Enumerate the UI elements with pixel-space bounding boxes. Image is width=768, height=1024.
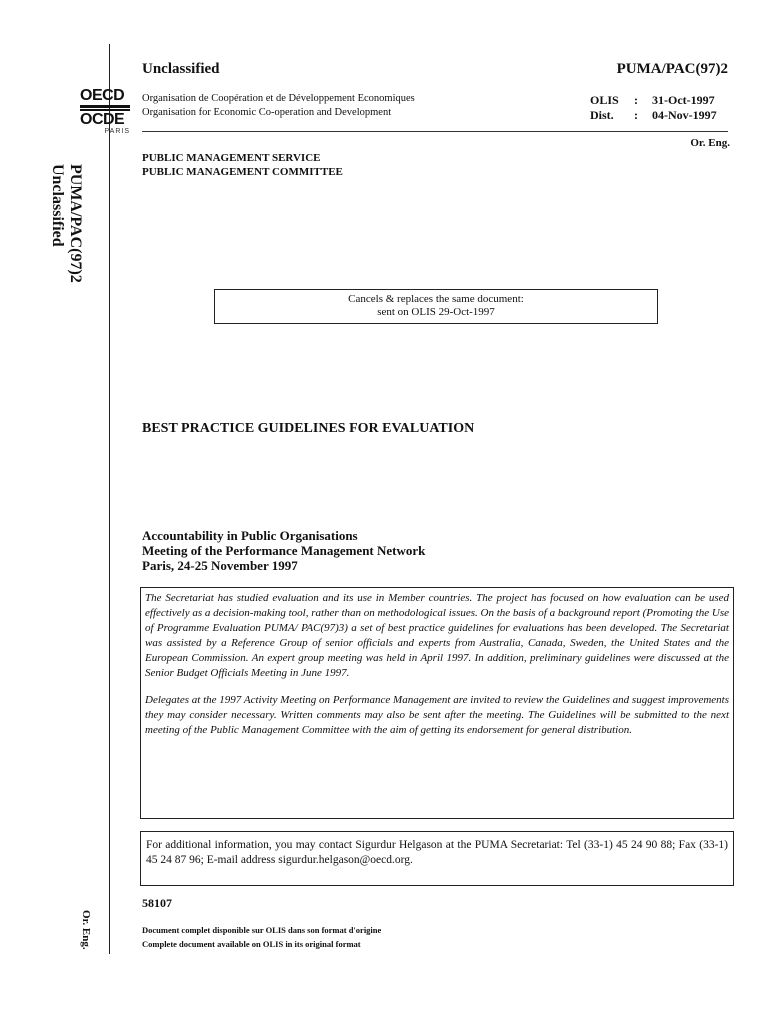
document-number: 58107 xyxy=(142,896,172,910)
doc-reference: PUMA/PAC(97)2 xyxy=(616,61,728,77)
olis-date: 31-Oct-1997 xyxy=(652,93,715,107)
dist-label: Dist. xyxy=(590,108,614,122)
header-divider xyxy=(142,131,728,132)
summary-box xyxy=(140,587,734,819)
availability-note-french: Document complet disponible sur OLIS dans son format d'origine xyxy=(142,925,382,935)
document-title: BEST PRACTICE GUIDELINES FOR EVALUATION xyxy=(142,421,475,436)
cancel-notice-line1: Cancels & replaces the same document: xyxy=(348,293,524,305)
sidebar-original-lang: Or. Eng. xyxy=(80,910,92,950)
classification-label: Unclassified xyxy=(142,61,220,77)
committee-name: PUBLIC MANAGEMENT COMMITTEE xyxy=(142,166,343,178)
org-name-french: Organisation de Coopération et de Développement Economiques xyxy=(142,93,415,104)
logo-oecd-text: OECD xyxy=(80,87,125,104)
logo-paris-text: PARIS xyxy=(104,128,130,135)
meeting-subject: Accountability in Public Organisations xyxy=(142,528,358,543)
contact-info: For additional information, you may contact Sigurdur Helgason at the PUMA Secretariat: Tel (33-1) 45 24 90 88; Fax (33-1) 45 24 87 96; E-mail address sigurdur.helgason@oecd.org. xyxy=(146,839,728,866)
left-margin-rule xyxy=(109,44,110,954)
logo-ocde-text: OCDE xyxy=(80,111,125,128)
sidebar-doc-ref: PUMA/PAC(97)2 xyxy=(67,164,84,283)
summary-paragraph-2: Delegates at the 1997 Activity Meeting on Performance Management are invited to review the Guidelines and suggest improvements they may consider necessary. Written comments may also be sent after the meeting. The Guidelines will be submitted to the next meeting of the Public Management Committee with the aim of getting its endorsement for general distribution. xyxy=(145,694,729,736)
cancel-notice-line2: sent on OLIS 29-Oct-1997 xyxy=(377,306,495,318)
meeting-info xyxy=(142,528,425,573)
dist-separator: : xyxy=(634,108,638,122)
availability-note-english: Complete document available on OLIS in its original format xyxy=(142,939,361,949)
olis-label: OLIS xyxy=(590,93,619,107)
service-name: PUBLIC MANAGEMENT SERVICE xyxy=(142,152,321,164)
summary-paragraph-1: The Secretariat has studied evaluation and its use in Member countries. The project has focused on how evaluation can be used effectively as a decision-making tool, rather than on methodological issues. On the basis of a background report (Promoting the Use of Programme Evaluation PUMA/ PAC(97)3) a set of best practice guidelines for evaluations has been developed. The Secretariat was assisted by a Reference Group of senior officials and experts from Australia, Canada, Sweden, the United States and the European Commission. An expert group meeting was held in April 1997. In addition, preliminary guidelines were discussed at the Senior Budget Officials Meeting in June 1997. xyxy=(145,592,729,679)
logo-bar xyxy=(80,105,130,108)
org-name-english: Organisation for Economic Co-operation and Development xyxy=(142,107,392,118)
meeting-place-date: Paris, 24-25 November 1997 xyxy=(142,558,298,573)
olis-separator: : xyxy=(634,93,638,107)
dist-date: 04-Nov-1997 xyxy=(652,108,717,122)
sidebar-classification: Unclassified xyxy=(49,164,66,247)
meeting-name: Meeting of the Performance Management Network xyxy=(142,543,426,558)
oecd-logo xyxy=(80,88,130,156)
cancel-notice-box xyxy=(214,289,658,324)
original-language: Or. Eng. xyxy=(690,137,730,149)
contact-box xyxy=(140,831,734,886)
